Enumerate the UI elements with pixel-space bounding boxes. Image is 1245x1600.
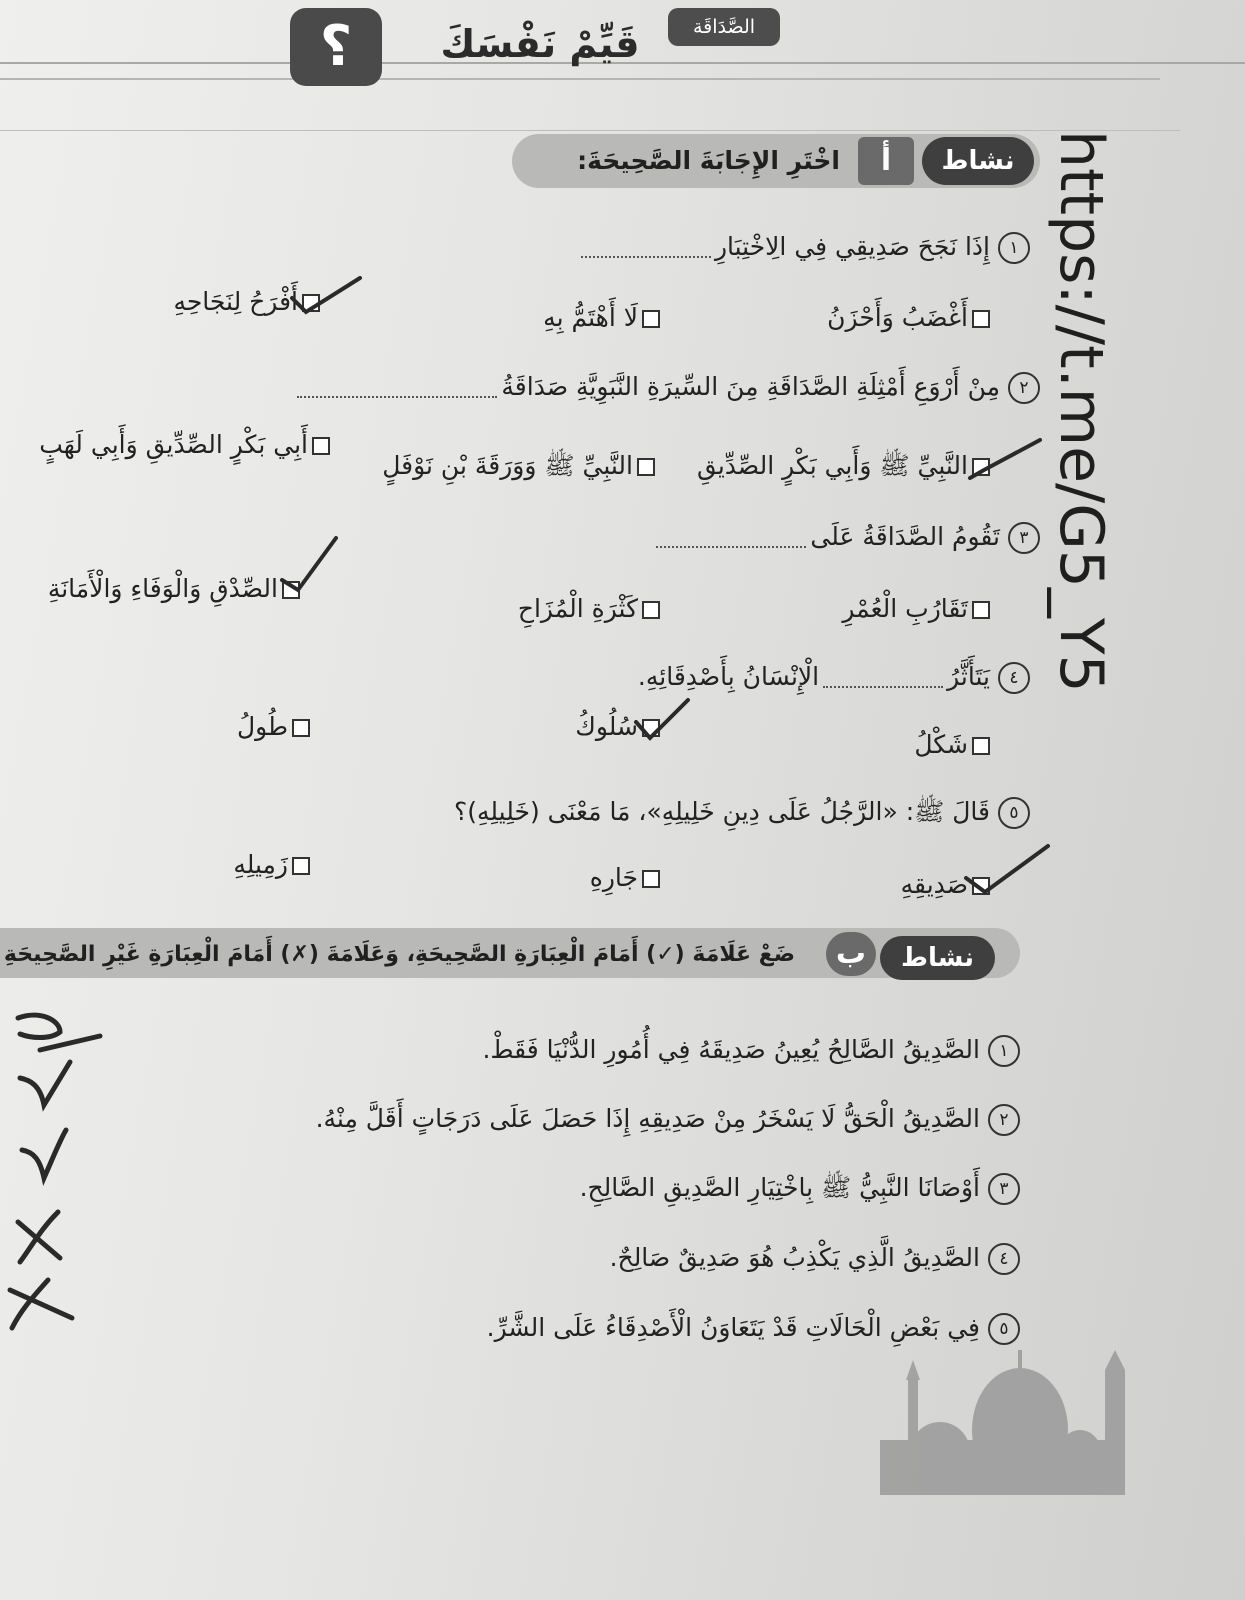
activity-b-label: نشاط bbox=[880, 936, 995, 980]
option-text: النَّبِيِّ ﷺ وَوَرَقَةَ بْنِ نَوْفَلٍ bbox=[382, 451, 633, 480]
statement-number: ٤ bbox=[988, 1243, 1020, 1275]
question-number: ٣ bbox=[1008, 522, 1040, 554]
question-text-after: الْإِنْسَانُ بِأَصْدِقَائِهِ. bbox=[637, 662, 820, 691]
statement-number: ٣ bbox=[988, 1173, 1020, 1205]
watermark-url: https://t.me/G5_Y5 bbox=[1046, 130, 1116, 693]
statement-text: فِي بَعْضِ الْحَالَاتِ قَدْ يَتَعَاوَنُ الْأَصْدِقَاءُ عَلَى الشَّرِّ. bbox=[486, 1313, 980, 1342]
topic-label: الصَّدَاقَة bbox=[668, 8, 780, 46]
question-text: مِنْ أَرْوَعِ أَمْثِلَةِ الصَّدَاقَةِ مِنَ السِّيرَةِ النَّبَوِيَّةِ صَدَاقَةُ bbox=[501, 372, 1000, 401]
check-mark-q5 bbox=[966, 846, 1048, 892]
question-text: إِذَا نَجَحَ صَدِيقِي فِي الِاخْتِبَارِ bbox=[714, 232, 990, 261]
option-text: جَارِهِ bbox=[589, 863, 638, 892]
statement-number: ٢ bbox=[988, 1104, 1020, 1136]
question-mark-badge: ؟ bbox=[290, 8, 382, 86]
option-text: الصِّدْقِ وَالْوَفَاءِ وَالْأَمَانَةِ bbox=[47, 574, 278, 603]
handwritten-check-mark-3 bbox=[22, 1130, 66, 1178]
activity-a-instruction: اخْتَرِ الإِجَابَةَ الصَّحِيحَةَ: bbox=[577, 146, 840, 175]
option-text: شَكْلُ bbox=[914, 730, 968, 759]
question-number: ٢ bbox=[1008, 372, 1040, 404]
statement-number: ٥ bbox=[988, 1313, 1020, 1345]
activity-b-instruction: ضَعْ عَلَامَةَ (✓) أَمَامَ الْعِبَارَةِ الصَّحِيحَةِ، وَعَلَامَةَ (✗) أَمَامَ الْعِبَارَةِ غَيْرِ الصَّحِيحَةِ bbox=[3, 942, 795, 967]
statement-text: الصَّدِيقُ الصَّالِحُ يُعِينُ صَدِيقَهُ فِي أُمُورِ الدُّنْيَا فَقَطْ. bbox=[482, 1035, 980, 1064]
question-text: قَالَ ﷺ: «الرَّجُلُ عَلَى دِينِ خَلِيلِهِ»، مَا مَعْنَى (خَلِيلِهِ)؟ bbox=[453, 797, 990, 826]
activity-a-label: نشاط bbox=[922, 137, 1034, 185]
handwritten-check-mark-2 bbox=[20, 1062, 70, 1105]
option-text: لَا أَهْتَمُّ بِهِ bbox=[543, 303, 638, 332]
option-text: تَقَارُبِ الْعُمْرِ bbox=[842, 594, 968, 623]
question-number: ١ bbox=[998, 232, 1030, 264]
option-text: صَدِيقِهِ bbox=[900, 870, 968, 899]
mosque-decoration bbox=[880, 1350, 1125, 1495]
option-text: أَبِي بَكْرٍ الصِّدِّيقِ وَأَبِي لَهَبٍ bbox=[39, 430, 308, 459]
option-text: سُلُوكُ bbox=[575, 712, 638, 741]
handwritten-x-mark-5 bbox=[10, 1280, 72, 1328]
handwritten-x-mark-1 bbox=[18, 1015, 100, 1050]
question-number: ٥ bbox=[998, 797, 1030, 829]
check-mark-q2 bbox=[970, 440, 1040, 478]
question-number: ٤ bbox=[998, 662, 1030, 694]
question-text: تَقُومُ الصَّدَاقَةُ عَلَى bbox=[810, 522, 1000, 551]
handwritten-x-mark-4 bbox=[18, 1212, 60, 1262]
statement-text: الصَّدِيقُ الْحَقُّ لَا يَسْخَرُ مِنْ صَدِيقِهِ إِذَا حَصَلَ عَلَى دَرَجَاتٍ أَقَلَّ مِنْهُ. bbox=[315, 1104, 980, 1133]
statement-number: ١ bbox=[988, 1035, 1020, 1067]
option-text: أَغْضَبُ وَأَحْزَنُ bbox=[827, 303, 968, 332]
activity-b-letter: ب bbox=[826, 932, 876, 976]
option-text: زَمِيلِهِ bbox=[233, 850, 288, 879]
check-mark-q3 bbox=[282, 538, 336, 590]
option-text: طُولُ bbox=[237, 712, 288, 741]
question-text-before: يَتَأَثَّرُ bbox=[947, 662, 990, 691]
option-text: النَّبِيِّ ﷺ وَأَبِي بَكْرٍ الصِّدِّيقِ bbox=[696, 451, 968, 480]
check-mark-q1 bbox=[292, 278, 360, 312]
check-mark-q4 bbox=[636, 700, 688, 738]
activity-a-letter: أ bbox=[858, 137, 914, 185]
statement-text: أَوْصَانَا النَّبِيُّ ﷺ بِاخْتِيَارِ الصَّدِيقِ الصَّالِحِ. bbox=[579, 1173, 980, 1202]
statement-text: الصَّدِيقُ الَّذِي يَكْذِبُ هُوَ صَدِيقٌ صَالِحٌ. bbox=[609, 1243, 980, 1272]
option-text: كَثْرَةِ الْمُزَاحِ bbox=[517, 594, 638, 623]
page-title: قَيِّمْ نَفْسَكَ bbox=[440, 22, 640, 66]
option-text: أَفْرَحُ لِنَجَاحِهِ bbox=[173, 287, 298, 316]
